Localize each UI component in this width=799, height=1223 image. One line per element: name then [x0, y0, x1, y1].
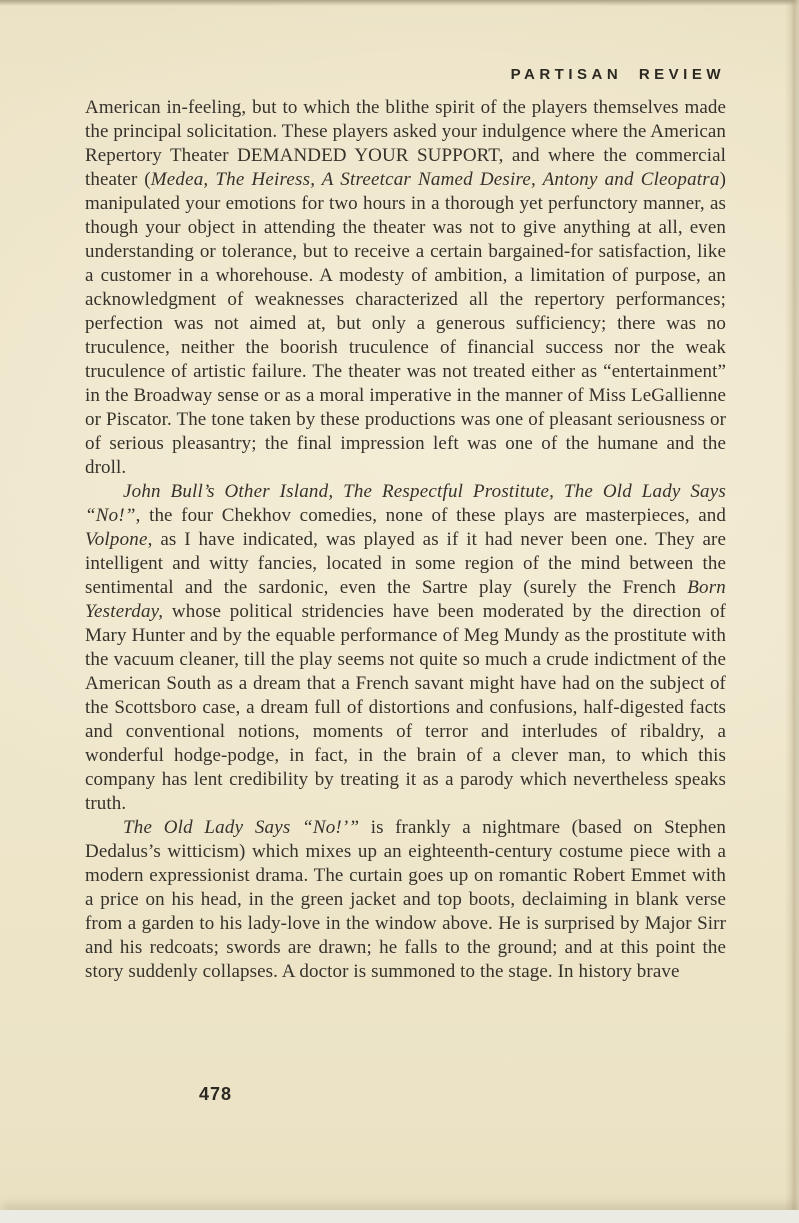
italic-title-run: Volpone	[85, 529, 148, 550]
italic-title-run: Born Yesterday,	[85, 577, 726, 622]
italic-title-run: The Old Lady Says “No!’”	[123, 817, 360, 838]
scan-bed-strip	[0, 1210, 799, 1223]
page-text	[85, 96, 726, 984]
italic-title-run: John Bull’s Other Island, The Respectful Prostitute, The Old Lady Says “No!”	[85, 481, 726, 526]
text-run: American in-feeling, but to which the blithe spirit of the players themselves made the principal solicitation. These players asked your indulgence where the American Repertory Theater DEMANDED YOUR SUPPORT, and where the commercial theater (	[85, 97, 726, 190]
paragraph	[85, 816, 726, 984]
paragraph	[85, 480, 726, 816]
text-run: whose political stridencies have been moderated by the direction of Mary Hunter and by the equable performance of Meg Mundy as the prostitute with the vacuum cleaner, till the play seems not quite so much a crude indictment of the American South as a dream that a French savant might have had on the subject of the Scottsboro case, a dream full of distortions and confusions, half-digested facts and conventional notions, moments of terror and interludes of ribaldry, a wonderful hodge-podge, in fact, in the brain of a clever man, to which this company has lent credibility by treating it as a parody which nevertheless speaks truth.	[85, 601, 726, 814]
paragraph	[85, 96, 726, 480]
page-top-edge-shadow	[0, 0, 799, 6]
text-run: , as I have indicated, was played as if it had never been one. They are intelligent and witty fancies, located in some region of the mind between the sentimental and the sardonic, even the Sartre play (surely the French	[85, 529, 726, 598]
book-spine-shadow	[0, 0, 34, 1223]
running-header: PARTISAN REVIEW	[510, 66, 725, 83]
text-run: is frankly a nightmare (based on Stephen Dedalus’s witticism) which mixes up an eighteenth-century costume piece with a modern expressionist drama. The curtain goes up on romantic Robert Emmet with a price on his head, in the green jacket and top boots, declaiming in blank verse from a garden to his lady-love in the window above. He is surprised by Major Sirr and his redcoats; swords are drawn; he falls to the ground; and at this point the story suddenly collapses. A doctor is summoned to the stage. In history brave	[85, 817, 726, 982]
page-number: 478	[199, 1084, 233, 1104]
text-run: , the four Chekhov comedies, none of these plays are masterpieces, and	[135, 505, 726, 526]
text-run: ) manipulated your emotions for two hours in a thorough yet perfunctory manner, as though your object in attending the theater was not to give anything at all, even understanding or tolerance, but to receive a certain bargained-for satisfaction, like a customer in a whorehouse. A modesty of ambition, a limitation of purpose, an acknowledgment of weaknesses characterized all the repertory performances; perfection was not aimed at, but only a generous sufficiency; there was no truculence, neither the boorish truculence of financial success nor the weak truculence of artistic failure. The theater was not treated either as “entertainment” in the Broadway sense or as a moral imperative in the manner of Miss LeGallienne or Piscator. The tone taken by these productions was one of pleasant seriousness or of serious pleasantry; the final impression left was one of the humane and the droll.	[85, 169, 726, 478]
page-right-edge-shadow	[785, 0, 799, 1223]
italic-title-run: Medea, The Heiress, A Streetcar Named Desire, Antony and Cleopatra	[150, 169, 720, 190]
